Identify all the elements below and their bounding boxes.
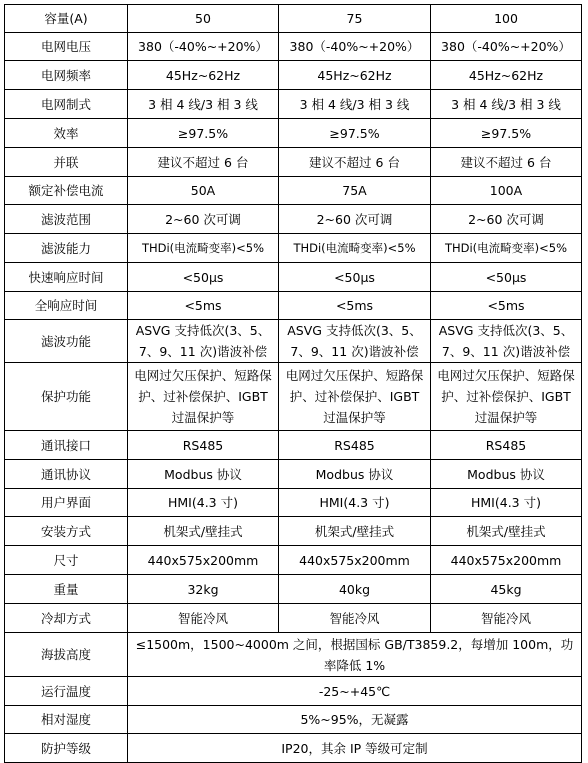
row-value: 50A: [128, 177, 279, 205]
row-value: HMI(4.3 寸): [431, 489, 582, 517]
header-model-cell: 100: [431, 5, 582, 33]
row-value: ASVG 支持低次(3、5、7、9、11 次)谐波补偿: [128, 320, 279, 363]
row-label: 通讯接口: [5, 431, 128, 460]
row-label: 额定补偿电流: [5, 177, 128, 205]
table-row: [5, 205, 582, 234]
table-row: [5, 90, 582, 119]
row-value: 440x575x200mm: [431, 546, 582, 575]
row-value: Modbus 协议: [279, 460, 431, 489]
row-value: ASVG 支持低次(3、5、7、9、11 次)谐波补偿: [279, 320, 431, 363]
row-label: 效率: [5, 119, 128, 148]
row-value: <5ms: [279, 292, 431, 320]
table-row: [5, 320, 582, 363]
table-row-merged: [5, 734, 582, 763]
row-label: 尺寸: [5, 546, 128, 575]
row-value: 机架式/壁挂式: [279, 517, 431, 546]
row-label: 电网制式: [5, 90, 128, 119]
table-row: [5, 517, 582, 546]
row-label: 海拔高度: [5, 633, 128, 677]
row-label: 电网频率: [5, 61, 128, 90]
row-label: 电网电压: [5, 33, 128, 61]
row-value: 2~60 次可调: [279, 205, 431, 234]
row-value: 机架式/壁挂式: [431, 517, 582, 546]
row-value: 45kg: [431, 575, 582, 604]
row-label: 相对湿度: [5, 706, 128, 734]
row-value: <50μs: [128, 263, 279, 292]
table-row: [5, 604, 582, 633]
table-row: [5, 234, 582, 263]
row-value: 440x575x200mm: [279, 546, 431, 575]
row-label: 防护等级: [5, 734, 128, 763]
row-merged-value: IP20，其余 IP 等级可定制: [128, 734, 582, 763]
row-value: ≥97.5%: [279, 119, 431, 148]
row-label: 滤波范围: [5, 205, 128, 234]
row-label: 冷却方式: [5, 604, 128, 633]
row-value: 建议不超过 6 台: [128, 148, 279, 177]
spec-table: [4, 4, 582, 763]
table-row: [5, 119, 582, 148]
table-row: [5, 489, 582, 517]
row-value: 3 相 4 线/3 相 3 线: [279, 90, 431, 119]
row-label: 保护功能: [5, 363, 128, 431]
row-value: Modbus 协议: [431, 460, 582, 489]
table-row: [5, 460, 582, 489]
row-value: 智能冷风: [128, 604, 279, 633]
row-value: <50μs: [431, 263, 582, 292]
row-value: 2~60 次可调: [128, 205, 279, 234]
table-row: [5, 148, 582, 177]
row-value: 建议不超过 6 台: [279, 148, 431, 177]
row-value: 电网过欠压保护、短路保护、过补偿保护、IGBT 过温保护等: [128, 363, 279, 431]
row-value: 建议不超过 6 台: [431, 148, 582, 177]
table-row-merged: [5, 677, 582, 706]
row-merged-value: -25~+45℃: [128, 677, 582, 706]
row-value: HMI(4.3 寸): [279, 489, 431, 517]
row-label: 并联: [5, 148, 128, 177]
row-value: 3 相 4 线/3 相 3 线: [431, 90, 582, 119]
row-value: 智能冷风: [431, 604, 582, 633]
row-value: 380（-40%~+20%）: [431, 33, 582, 61]
row-value: <5ms: [431, 292, 582, 320]
table-row: [5, 292, 582, 320]
row-value: 380（-40%~+20%）: [128, 33, 279, 61]
table-row: [5, 177, 582, 205]
row-label: 重量: [5, 575, 128, 604]
row-value: 智能冷风: [279, 604, 431, 633]
table-header-row: [5, 5, 582, 33]
row-value: 2~60 次可调: [431, 205, 582, 234]
row-value: RS485: [279, 431, 431, 460]
row-label: 通讯协议: [5, 460, 128, 489]
row-value: 45Hz~62Hz: [431, 61, 582, 90]
row-value: HMI(4.3 寸): [128, 489, 279, 517]
row-value: 100A: [431, 177, 582, 205]
row-value: 电网过欠压保护、短路保护、过补偿保护、IGBT 过温保护等: [431, 363, 582, 431]
row-value: 40kg: [279, 575, 431, 604]
row-value: ≥97.5%: [128, 119, 279, 148]
row-value: 45Hz~62Hz: [279, 61, 431, 90]
row-value: 440x575x200mm: [128, 546, 279, 575]
row-value: THDi(电流畸变率)<5%: [279, 234, 431, 263]
row-value: <5ms: [128, 292, 279, 320]
row-value: THDi(电流畸变率)<5%: [431, 234, 582, 263]
row-value: ASVG 支持低次(3、5、7、9、11 次)谐波补偿: [431, 320, 582, 363]
table-row-merged: [5, 633, 582, 677]
row-label: 滤波能力: [5, 234, 128, 263]
table-row: [5, 363, 582, 431]
table-row: [5, 431, 582, 460]
row-value: ≥97.5%: [431, 119, 582, 148]
row-value: 75A: [279, 177, 431, 205]
row-value: <50μs: [279, 263, 431, 292]
row-value: 电网过欠压保护、短路保护、过补偿保护、IGBT 过温保护等: [279, 363, 431, 431]
row-value: 380（-40%~+20%）: [279, 33, 431, 61]
table-row: [5, 575, 582, 604]
table-row: [5, 263, 582, 292]
row-label: 安装方式: [5, 517, 128, 546]
row-value: 45Hz~62Hz: [128, 61, 279, 90]
header-model-cell: 50: [128, 5, 279, 33]
row-value: 3 相 4 线/3 相 3 线: [128, 90, 279, 119]
header-model-cell: 75: [279, 5, 431, 33]
row-merged-value: ≤1500m，1500~4000m 之间，根据国标 GB/T3859.2，每增加 100m，功率降低 1%: [128, 633, 582, 677]
table-row: [5, 33, 582, 61]
row-label: 运行温度: [5, 677, 128, 706]
row-label: 快速响应时间: [5, 263, 128, 292]
row-value: RS485: [128, 431, 279, 460]
table-row: [5, 546, 582, 575]
row-value: RS485: [431, 431, 582, 460]
row-value: 机架式/壁挂式: [128, 517, 279, 546]
row-value: THDi(电流畸变率)<5%: [128, 234, 279, 263]
row-value: Modbus 协议: [128, 460, 279, 489]
table-row-merged: [5, 706, 582, 734]
header-label-cell: 容量(A): [5, 5, 128, 33]
row-label: 滤波功能: [5, 320, 128, 363]
row-value: 32kg: [128, 575, 279, 604]
row-label: 全响应时间: [5, 292, 128, 320]
table-row: [5, 61, 582, 90]
row-merged-value: 5%~95%，无凝露: [128, 706, 582, 734]
row-label: 用户界面: [5, 489, 128, 517]
